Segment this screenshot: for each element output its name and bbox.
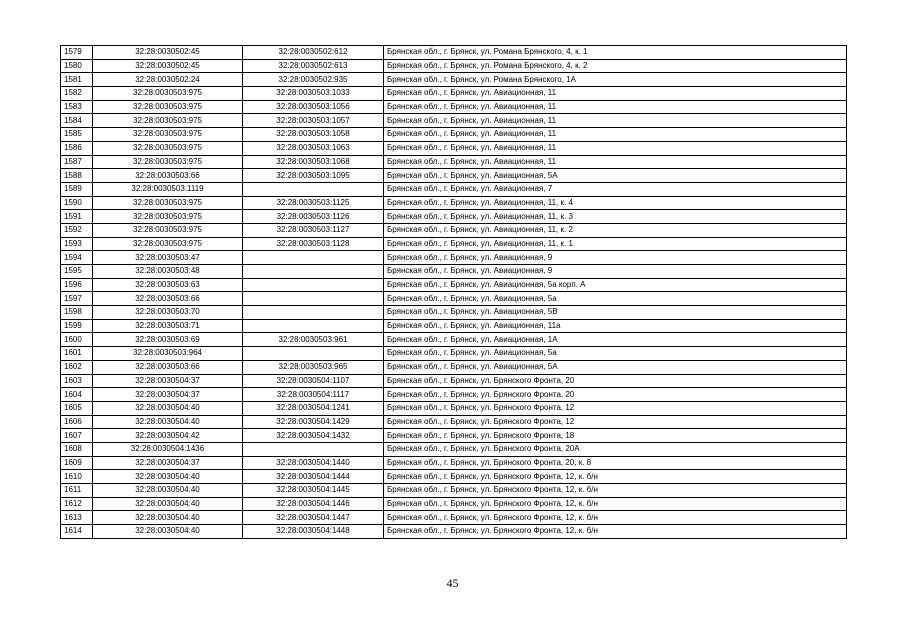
row-number-cell: 1586 — [61, 141, 93, 155]
land-cadastral-number-cell: 32:28:0030503:66 — [93, 360, 243, 374]
land-cadastral-number-cell: 32:28:0030504:37 — [93, 456, 243, 470]
table-row — [61, 265, 847, 279]
land-cadastral-number-cell: 32:28:0030503:975 — [93, 128, 243, 142]
table-row — [61, 59, 847, 73]
address-cell: Брянская обл., г. Брянск, ул. Авиационная, 5а — [384, 347, 847, 361]
land-cadastral-number-cell: 32:28:0030504:1436 — [93, 442, 243, 456]
object-cadastral-number-cell: 32:28:0030504:1440 — [243, 456, 384, 470]
table-row — [61, 114, 847, 128]
table-row — [61, 347, 847, 361]
land-cadastral-number-cell: 32:28:0030504:40 — [93, 511, 243, 525]
object-cadastral-number-cell: 32:28:0030503:1128 — [243, 237, 384, 251]
land-cadastral-number-cell: 32:28:0030502:45 — [93, 59, 243, 73]
row-number-cell: 1590 — [61, 196, 93, 210]
address-cell: Брянская обл., г. Брянск, ул. Авиационная, 9 — [384, 265, 847, 279]
row-number-cell: 1580 — [61, 59, 93, 73]
row-number-cell: 1605 — [61, 401, 93, 415]
row-number-cell: 1599 — [61, 319, 93, 333]
row-number-cell: 1607 — [61, 429, 93, 443]
object-cadastral-number-cell: 32:28:0030504:1429 — [243, 415, 384, 429]
object-cadastral-number-cell: 32:28:0030504:1448 — [243, 525, 384, 539]
object-cadastral-number-cell: 32:28:0030503:1125 — [243, 196, 384, 210]
land-cadastral-number-cell: 32:28:0030503:975 — [93, 141, 243, 155]
land-cadastral-number-cell: 32:28:0030503:975 — [93, 100, 243, 114]
row-number-cell: 1581 — [61, 73, 93, 87]
object-cadastral-number-cell — [243, 278, 384, 292]
land-cadastral-number-cell: 32:28:0030503:71 — [93, 319, 243, 333]
object-cadastral-number-cell: 32:28:0030503:1057 — [243, 114, 384, 128]
table-row — [61, 278, 847, 292]
address-cell: Брянская обл., г. Брянск, ул. Авиационная, 11 — [384, 114, 847, 128]
land-cadastral-number-cell: 32:28:0030503:47 — [93, 251, 243, 265]
land-cadastral-number-cell: 32:28:0030504:40 — [93, 415, 243, 429]
object-cadastral-number-cell: 32:28:0030503:1095 — [243, 169, 384, 183]
table-row — [61, 306, 847, 320]
address-cell: Брянская обл., г. Брянск, ул. Авиационная, 9 — [384, 251, 847, 265]
table-row — [61, 484, 847, 498]
object-cadastral-number-cell: 32:28:0030504:1432 — [243, 429, 384, 443]
row-number-cell: 1587 — [61, 155, 93, 169]
land-cadastral-number-cell: 32:28:0030503:1119 — [93, 182, 243, 196]
table-row — [61, 415, 847, 429]
land-cadastral-number-cell: 32:28:0030503:69 — [93, 333, 243, 347]
row-number-cell: 1582 — [61, 87, 93, 101]
address-cell: Брянская обл., г. Брянск, ул. Авиационная, 5В — [384, 306, 847, 320]
object-cadastral-number-cell: 32:28:0030504:1447 — [243, 511, 384, 525]
address-cell: Брянская обл., г. Брянск, ул. Авиационная, 11 — [384, 100, 847, 114]
object-cadastral-number-cell: 32:28:0030503:965 — [243, 360, 384, 374]
row-number-cell: 1609 — [61, 456, 93, 470]
land-cadastral-number-cell: 32:28:0030503:964 — [93, 347, 243, 361]
row-number-cell: 1606 — [61, 415, 93, 429]
table-row — [61, 456, 847, 470]
object-cadastral-number-cell: 32:28:0030502:613 — [243, 59, 384, 73]
address-cell: Брянская обл., г. Брянск, ул. Авиационная, 11 — [384, 141, 847, 155]
land-cadastral-number-cell: 32:28:0030503:975 — [93, 114, 243, 128]
object-cadastral-number-cell: 32:28:0030503:961 — [243, 333, 384, 347]
object-cadastral-number-cell: 32:28:0030503:1063 — [243, 141, 384, 155]
table-row — [61, 429, 847, 443]
row-number-cell: 1597 — [61, 292, 93, 306]
table-row — [61, 319, 847, 333]
object-cadastral-number-cell — [243, 265, 384, 279]
address-cell: Брянская обл., г. Брянск, ул. Авиационная, 11 — [384, 87, 847, 101]
address-cell: Брянская обл., г. Брянск, ул. Авиационная, 5а корп. А — [384, 278, 847, 292]
land-cadastral-number-cell: 32:28:0030504:40 — [93, 401, 243, 415]
object-cadastral-number-cell — [243, 347, 384, 361]
row-number-cell: 1601 — [61, 347, 93, 361]
address-cell: Брянская обл., г. Брянск, ул. Брянского Фронта, 12, к. б/н — [384, 484, 847, 498]
address-cell: Брянская обл., г. Брянск, ул. Авиационная, 11, к. 1 — [384, 237, 847, 251]
address-cell: Брянская обл., г. Брянск, ул. Авиационная, 11, к. 3 — [384, 210, 847, 224]
table-row — [61, 210, 847, 224]
object-cadastral-number-cell: 32:28:0030504:1444 — [243, 470, 384, 484]
row-number-cell: 1611 — [61, 484, 93, 498]
address-cell: Брянская обл., г. Брянск, ул. Брянского Фронта, 12, к. б/н — [384, 511, 847, 525]
table-row — [61, 360, 847, 374]
row-number-cell: 1588 — [61, 169, 93, 183]
table-row — [61, 182, 847, 196]
row-number-cell: 1610 — [61, 470, 93, 484]
table-row — [61, 251, 847, 265]
object-cadastral-number-cell: 32:28:0030503:1126 — [243, 210, 384, 224]
row-number-cell: 1603 — [61, 374, 93, 388]
land-cadastral-number-cell: 32:28:0030503:975 — [93, 155, 243, 169]
land-cadastral-number-cell: 32:28:0030504:40 — [93, 470, 243, 484]
row-number-cell: 1604 — [61, 388, 93, 402]
registry-table — [60, 45, 847, 539]
land-cadastral-number-cell: 32:28:0030504:42 — [93, 429, 243, 443]
page-number: 45 — [446, 576, 459, 590]
address-cell: Брянская обл., г. Брянск, ул. Брянского Фронта, 12, к. б/н — [384, 470, 847, 484]
land-cadastral-number-cell: 32:28:0030503:975 — [93, 237, 243, 251]
row-number-cell: 1583 — [61, 100, 93, 114]
object-cadastral-number-cell: 32:28:0030504:1446 — [243, 497, 384, 511]
land-cadastral-number-cell: 32:28:0030504:40 — [93, 484, 243, 498]
table-row — [61, 196, 847, 210]
land-cadastral-number-cell: 32:28:0030503:975 — [93, 210, 243, 224]
registry-table-body — [61, 46, 847, 539]
object-cadastral-number-cell: 32:28:0030504:1241 — [243, 401, 384, 415]
row-number-cell: 1612 — [61, 497, 93, 511]
land-cadastral-number-cell: 32:28:0030503:63 — [93, 278, 243, 292]
object-cadastral-number-cell: 32:28:0030503:1127 — [243, 223, 384, 237]
table-row — [61, 73, 847, 87]
land-cadastral-number-cell: 32:28:0030502:24 — [93, 73, 243, 87]
table-row — [61, 470, 847, 484]
land-cadastral-number-cell: 32:28:0030503:975 — [93, 87, 243, 101]
table-row — [61, 141, 847, 155]
row-number-cell: 1595 — [61, 265, 93, 279]
table-row — [61, 401, 847, 415]
address-cell: Брянская обл., г. Брянск, ул. Авиационная, 11а — [384, 319, 847, 333]
row-number-cell: 1602 — [61, 360, 93, 374]
address-cell: Брянская обл., г. Брянск, ул. Авиационная, 1А — [384, 333, 847, 347]
address-cell: Брянская обл., г. Брянск, ул. Брянского Фронта, 20 — [384, 388, 847, 402]
table-row — [61, 87, 847, 101]
address-cell: Брянская обл., г. Брянск, ул. Брянского Фронта, 20А — [384, 442, 847, 456]
land-cadastral-number-cell: 32:28:0030503:66 — [93, 292, 243, 306]
address-cell: Брянская обл., г. Брянск, ул. Романа Брянского, 4, к. 1 — [384, 46, 847, 60]
address-cell: Брянская обл., г. Брянск, ул. Брянского Фронта, 20 — [384, 374, 847, 388]
row-number-cell: 1584 — [61, 114, 93, 128]
table-row — [61, 511, 847, 525]
object-cadastral-number-cell: 32:28:0030503:1068 — [243, 155, 384, 169]
address-cell: Брянская обл., г. Брянск, ул. Романа Брянского, 4, к. 2 — [384, 59, 847, 73]
row-number-cell: 1614 — [61, 525, 93, 539]
row-number-cell: 1608 — [61, 442, 93, 456]
address-cell: Брянская обл., г. Брянск, ул. Брянского Фронта, 12 — [384, 415, 847, 429]
address-cell: Брянская обл., г. Брянск, ул. Авиационная, 11 — [384, 155, 847, 169]
row-number-cell: 1585 — [61, 128, 93, 142]
address-cell: Брянская обл., г. Брянск, ул. Романа Брянского, 1А — [384, 73, 847, 87]
row-number-cell: 1613 — [61, 511, 93, 525]
object-cadastral-number-cell — [243, 306, 384, 320]
object-cadastral-number-cell: 32:28:0030502:935 — [243, 73, 384, 87]
object-cadastral-number-cell — [243, 442, 384, 456]
object-cadastral-number-cell: 32:28:0030503:1058 — [243, 128, 384, 142]
address-cell: Брянская обл., г. Брянск, ул. Брянского Фронта, 18 — [384, 429, 847, 443]
address-cell: Брянская обл., г. Брянск, ул. Брянского Фронта, 20, к. 8 — [384, 456, 847, 470]
table-row — [61, 525, 847, 539]
table-row — [61, 100, 847, 114]
address-cell: Брянская обл., г. Брянск, ул. Авиационная, 11, к. 2 — [384, 223, 847, 237]
table-row — [61, 155, 847, 169]
land-cadastral-number-cell: 32:28:0030503:975 — [93, 196, 243, 210]
table-row — [61, 46, 847, 60]
table-row — [61, 442, 847, 456]
table-row — [61, 374, 847, 388]
object-cadastral-number-cell: 32:28:0030503:1056 — [243, 100, 384, 114]
address-cell: Брянская обл., г. Брянск, ул. Брянского Фронта, 12, к. б/н — [384, 525, 847, 539]
object-cadastral-number-cell: 32:28:0030503:1033 — [243, 87, 384, 101]
land-cadastral-number-cell: 32:28:0030502:45 — [93, 46, 243, 60]
table-row — [61, 497, 847, 511]
table-row — [61, 292, 847, 306]
row-number-cell: 1593 — [61, 237, 93, 251]
land-cadastral-number-cell: 32:28:0030504:37 — [93, 374, 243, 388]
table-row — [61, 223, 847, 237]
address-cell: Брянская обл., г. Брянск, ул. Авиационная, 5А — [384, 360, 847, 374]
land-cadastral-number-cell: 32:28:0030503:66 — [93, 169, 243, 183]
address-cell: Брянская обл., г. Брянск, ул. Авиационная, 11, к. 4 — [384, 196, 847, 210]
row-number-cell: 1594 — [61, 251, 93, 265]
land-cadastral-number-cell: 32:28:0030503:48 — [93, 265, 243, 279]
row-number-cell: 1589 — [61, 182, 93, 196]
object-cadastral-number-cell — [243, 292, 384, 306]
object-cadastral-number-cell: 32:28:0030502:612 — [243, 46, 384, 60]
table-row — [61, 388, 847, 402]
address-cell: Брянская обл., г. Брянск, ул. Авиационная, 7 — [384, 182, 847, 196]
address-cell: Брянская обл., г. Брянск, ул. Авиационная, 11 — [384, 128, 847, 142]
object-cadastral-number-cell — [243, 251, 384, 265]
table-row — [61, 169, 847, 183]
land-cadastral-number-cell: 32:28:0030504:40 — [93, 525, 243, 539]
land-cadastral-number-cell: 32:28:0030503:70 — [93, 306, 243, 320]
land-cadastral-number-cell: 32:28:0030503:975 — [93, 223, 243, 237]
object-cadastral-number-cell: 32:28:0030504:1107 — [243, 374, 384, 388]
address-cell: Брянская обл., г. Брянск, ул. Брянского Фронта, 12 — [384, 401, 847, 415]
row-number-cell: 1592 — [61, 223, 93, 237]
row-number-cell: 1579 — [61, 46, 93, 60]
address-cell: Брянская обл., г. Брянск, ул. Авиационная, 5а — [384, 292, 847, 306]
object-cadastral-number-cell — [243, 319, 384, 333]
object-cadastral-number-cell: 32:28:0030504:1445 — [243, 484, 384, 498]
table-row — [61, 237, 847, 251]
row-number-cell: 1598 — [61, 306, 93, 320]
row-number-cell: 1596 — [61, 278, 93, 292]
address-cell: Брянская обл., г. Брянск, ул. Авиационная, 5А — [384, 169, 847, 183]
row-number-cell: 1600 — [61, 333, 93, 347]
address-cell: Брянская обл., г. Брянск, ул. Брянского Фронта, 12, к. б/н — [384, 497, 847, 511]
table-row — [61, 333, 847, 347]
row-number-cell: 1591 — [61, 210, 93, 224]
object-cadastral-number-cell: 32:28:0030504:1117 — [243, 388, 384, 402]
land-cadastral-number-cell: 32:28:0030504:37 — [93, 388, 243, 402]
object-cadastral-number-cell — [243, 182, 384, 196]
table-row — [61, 128, 847, 142]
land-cadastral-number-cell: 32:28:0030504:40 — [93, 497, 243, 511]
